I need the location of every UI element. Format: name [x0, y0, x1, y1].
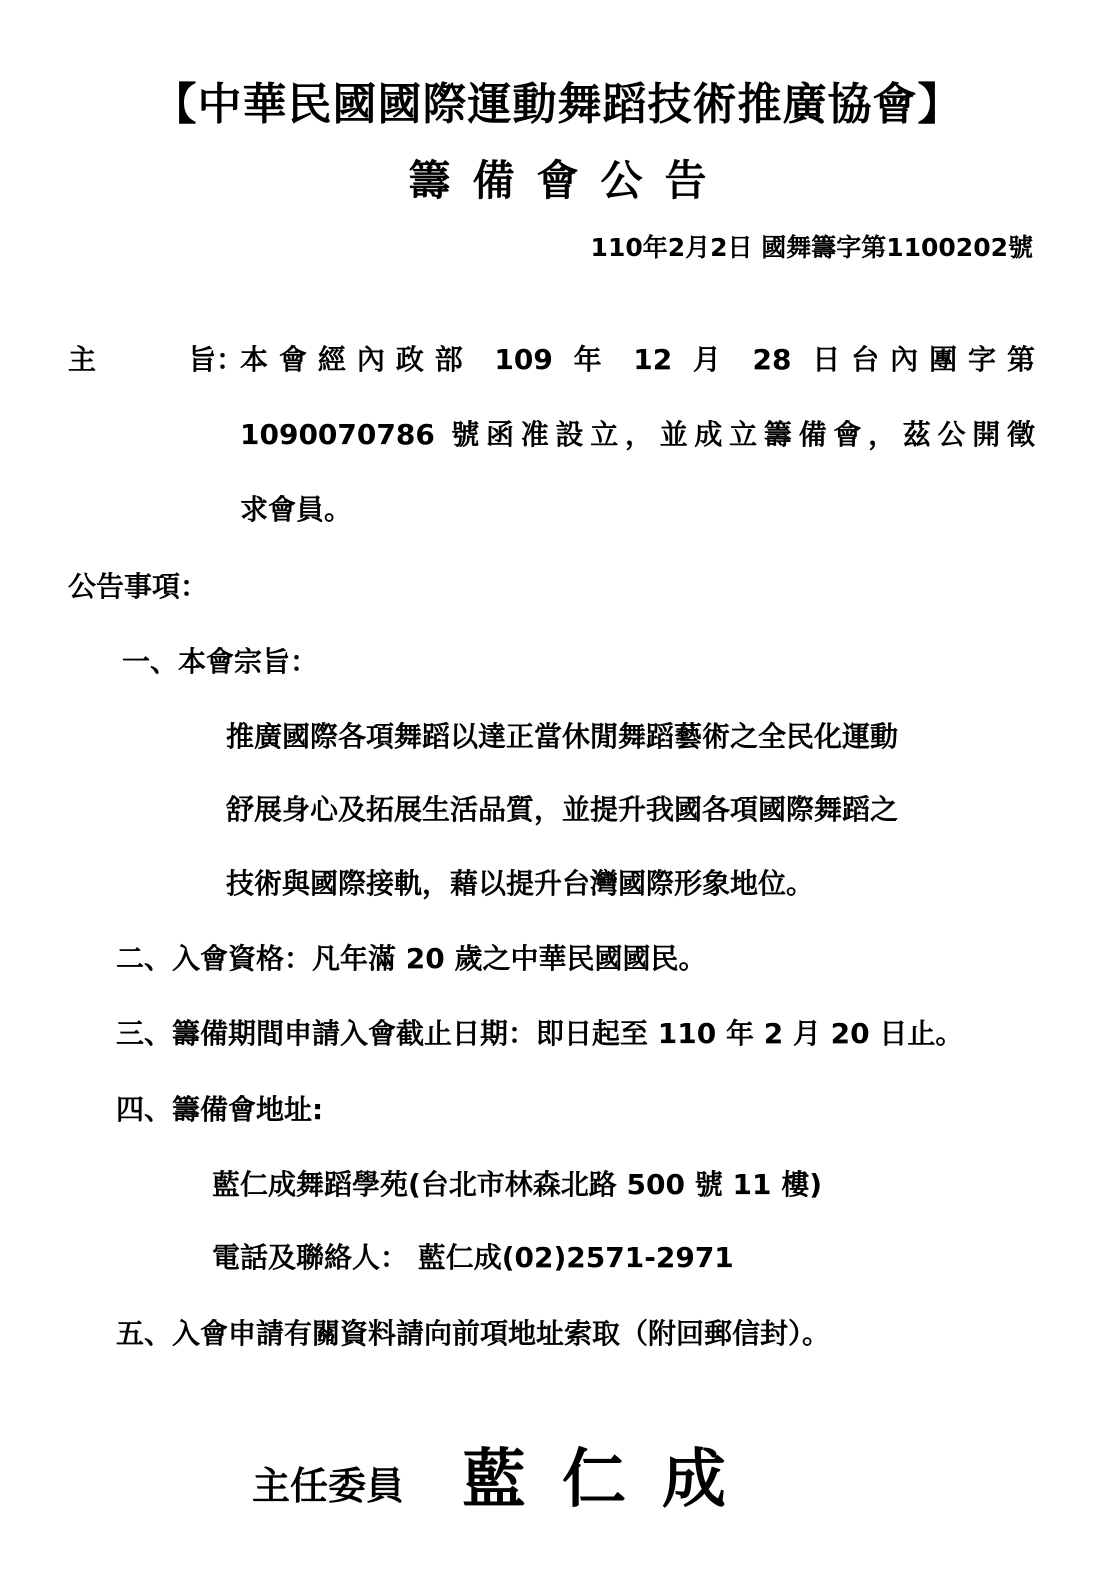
item3-text: 三、籌備期間申請入會截止日期：即日起至 110 年 2 月 20 日止。 [116, 1017, 964, 1050]
item1-line: 舒展身心及拓展生活品質，並提升我國各項國際舞蹈之 [226, 793, 899, 826]
item5-text: 五、入會申請有關資料請向前項地址索取（附回郵信封）。 [116, 1317, 831, 1350]
item2-text: 二、入會資格：凡年滿 20 歲之中華民國國民。 [116, 942, 707, 975]
signature-title: 主任委員 [252, 1464, 405, 1508]
signature-name: 藍仁成 [462, 1442, 762, 1517]
item4-contact: 電話及聯絡人： 藍仁成(02)2571-2971 [212, 1241, 734, 1274]
item4-label: 四、籌備會地址: [116, 1093, 324, 1126]
document-number: 110年2月2日 國舞籌字第1100202號 [590, 233, 1033, 262]
announcements-heading: 公告事項： [68, 570, 209, 603]
subject-label [68, 338, 244, 378]
subject-line: 求會員。 [240, 493, 353, 526]
item1-line: 推廣國際各項舞蹈以達正當休閒舞蹈藝術之全民化運動 [226, 720, 899, 753]
item4-address: 藍仁成舞蹈學苑(台北市林森北路 500 號 11 樓) [212, 1168, 822, 1201]
document-title: 【中華民國國際運動舞蹈技術推廣協會】 [152, 79, 963, 130]
document-subtitle: 籌備會公告 [408, 156, 729, 205]
item1-label: 一、本會宗旨： [122, 645, 319, 678]
subject-label-first: 主 [68, 343, 97, 376]
subject-line: 本會經內政部 109 年 12 月 28 日台內團字第 [240, 343, 1035, 376]
subject-label-second: 旨： [188, 343, 245, 376]
subject-line: 1090070786 號函准設立，並成立籌備會，茲公開徵 [240, 418, 1035, 451]
item1-line: 技術與國際接軌，藉以提升台灣國際形象地位。 [226, 867, 815, 900]
